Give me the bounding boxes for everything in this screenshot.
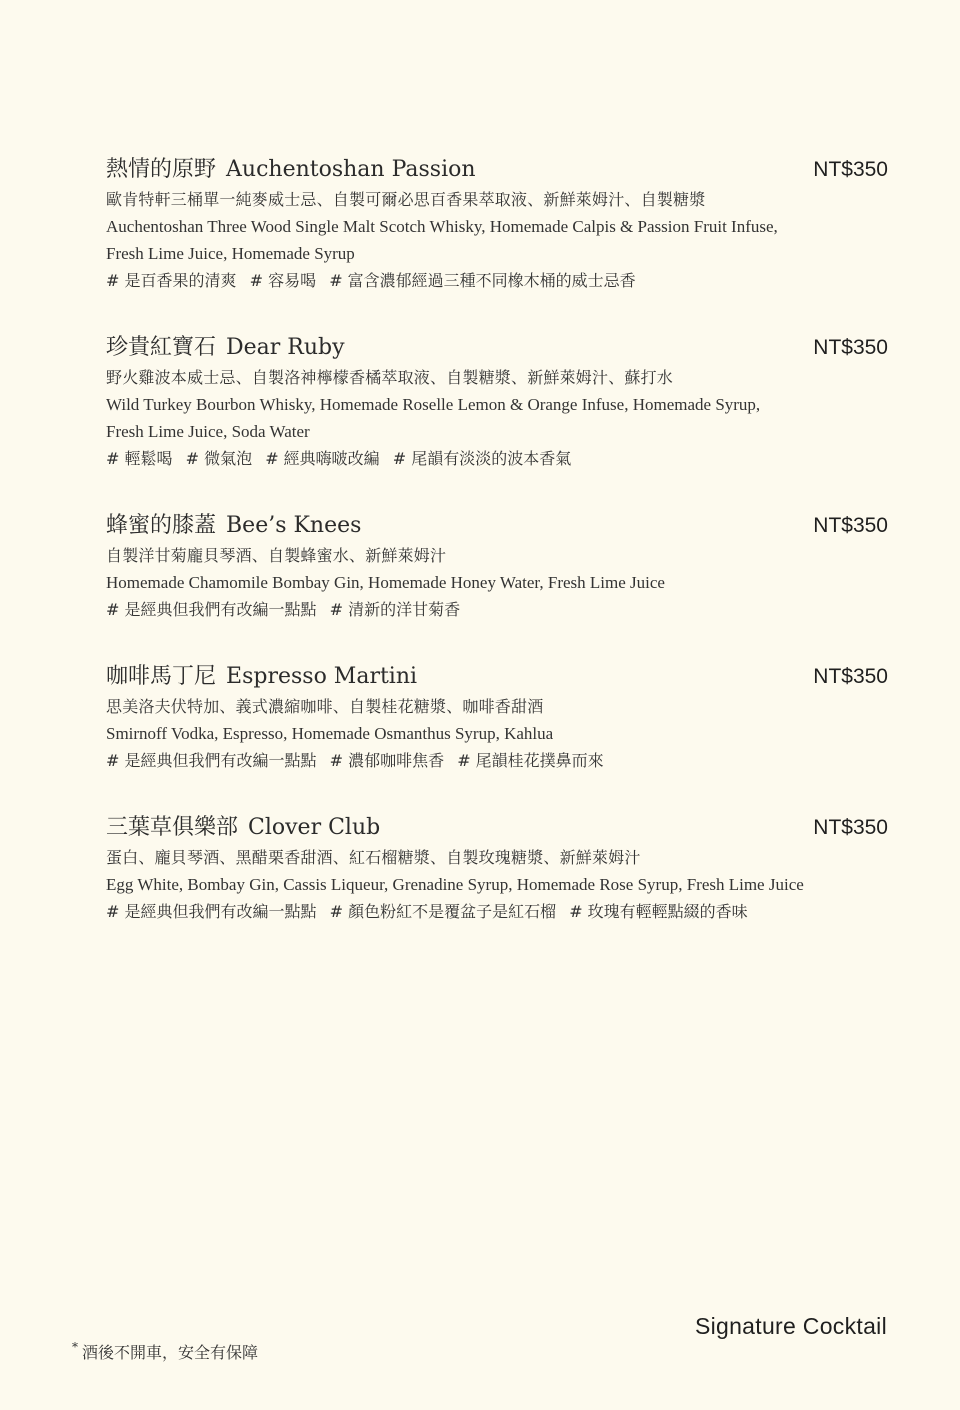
menu-item-dear-ruby bbox=[106, 330, 888, 472]
ingredients-zh: 野火雞波本威士忌、自製洛神檸檬香橘萃取液、自製糖漿、新鮮萊姆汁、蘇打水 bbox=[106, 368, 674, 387]
item-price: NT$350 bbox=[813, 665, 888, 688]
ingredients-en: Egg White, Bombay Gin, Cassis Liqueur, Grenadine Syrup, Homemade Rose Syrup, Fresh Lime Juice bbox=[106, 875, 804, 894]
item-name bbox=[106, 152, 476, 183]
item-header bbox=[106, 152, 888, 186]
note-text: 酒後不開車，安全有保障 bbox=[82, 1343, 259, 1362]
flavor-tag: # 輕鬆喝 bbox=[106, 449, 173, 468]
note-asterisk: * bbox=[72, 1340, 78, 1354]
item-name-zh: 珍貴紅寶石 bbox=[106, 335, 217, 360]
flavor-tags bbox=[106, 445, 888, 472]
flavor-tag: # 尾韻桂花撲鼻而來 bbox=[457, 751, 604, 770]
item-name-zh: 熱情的原野 bbox=[106, 157, 217, 182]
flavor-tag: # 濃郁咖啡焦香 bbox=[329, 751, 445, 770]
flavor-tag: # 容易喝 bbox=[249, 271, 317, 290]
flavor-tag: # 微氣泡 bbox=[185, 449, 253, 468]
ingredients-en: Wild Turkey Bourbon Whisky, Homemade Roselle Lemon & Orange Infuse, Homemade Syrup, bbox=[106, 395, 761, 414]
item-name-zh: 三葉草俱樂部 bbox=[106, 815, 239, 840]
cocktail-menu bbox=[106, 152, 888, 925]
flavor-tag: # 尾韻有淡淡的波本香氣 bbox=[392, 449, 572, 468]
flavor-tag: # 玫瑰有輕輕點綴的香味 bbox=[569, 902, 748, 921]
ingredients-en: Smirnoff Vodka, Espresso, Homemade Osmanthus Syrup, Kahlua bbox=[106, 724, 554, 743]
ingredients-zh: 歐肯特軒三桶單一純麥威士忌、自製可爾必思百香果萃取液、新鮮萊姆汁、自製糖漿 bbox=[106, 190, 706, 209]
item-name bbox=[106, 508, 361, 539]
item-header bbox=[106, 659, 888, 693]
item-header bbox=[106, 508, 888, 542]
item-name-zh: 蜂蜜的膝蓋 bbox=[106, 513, 217, 538]
item-price: NT$350 bbox=[813, 336, 888, 359]
item-name-en: Auchentoshan Passion bbox=[226, 157, 476, 182]
item-header bbox=[106, 810, 888, 844]
ingredients-zh: 蛋白、龐貝琴酒、黑醋栗香甜酒、紅石榴糖漿、自製玫瑰糖漿、新鮮萊姆汁 bbox=[106, 848, 641, 867]
section-title: Signature Cocktail bbox=[694, 1313, 887, 1339]
flavor-tag: # 清新的洋甘菊香 bbox=[329, 600, 461, 619]
flavor-tags bbox=[106, 267, 888, 294]
item-name bbox=[106, 810, 380, 841]
menu-item-auchentoshan-passion bbox=[106, 152, 888, 294]
item-name bbox=[106, 659, 417, 690]
flavor-tag: # 是經典但我們有改編一點點 bbox=[106, 902, 317, 921]
menu-item-bees-knees bbox=[106, 508, 888, 623]
flavor-tag: # 顏色粉紅不是覆盆子是紅石榴 bbox=[329, 902, 557, 921]
flavor-tag: # 是百香果的清爽 bbox=[106, 271, 237, 290]
flavor-tags bbox=[106, 898, 888, 925]
ingredients-en: Auchentoshan Three Wood Single Malt Scotch Whisky, Homemade Calpis & Passion Fruit Infuse, bbox=[106, 217, 778, 236]
item-name-en: Dear Ruby bbox=[226, 335, 345, 360]
flavor-tag: # 是經典但我們有改編一點點 bbox=[106, 751, 317, 770]
drink-driving-note bbox=[72, 1340, 258, 1363]
menu-item-clover-club bbox=[106, 810, 888, 925]
flavor-tag: # 富含濃郁經過三種不同橡木桶的威士忌香 bbox=[329, 271, 636, 290]
flavor-tags bbox=[106, 596, 888, 623]
item-name-zh: 咖啡馬丁尼 bbox=[106, 664, 217, 689]
item-name-en: Clover Club bbox=[248, 815, 381, 840]
flavor-tag: # 是經典但我們有改編一點點 bbox=[106, 600, 317, 619]
flavor-tag: # 經典嗨啵改編 bbox=[265, 449, 380, 468]
item-price: NT$350 bbox=[813, 158, 888, 181]
menu-item-espresso-martini bbox=[106, 659, 888, 774]
ingredients-en-continued: Fresh Lime Juice, Soda Water bbox=[106, 422, 310, 441]
item-name-en: Espresso Martini bbox=[226, 664, 418, 689]
item-name-en: Bee’s Knees bbox=[226, 513, 362, 538]
item-name bbox=[106, 330, 345, 361]
flavor-tags bbox=[106, 747, 888, 774]
item-price: NT$350 bbox=[813, 816, 888, 839]
item-price: NT$350 bbox=[813, 514, 888, 537]
ingredients-zh: 自製洋甘菊龐貝琴酒、自製蜂蜜水、新鮮萊姆汁 bbox=[106, 546, 447, 565]
ingredients-zh: 思美洛夫伏特加、義式濃縮咖啡、自製桂花糖漿、咖啡香甜酒 bbox=[106, 697, 544, 716]
ingredients-en-continued: Fresh Lime Juice, Homemade Syrup bbox=[106, 244, 355, 263]
item-header bbox=[106, 330, 888, 364]
ingredients-en: Homemade Chamomile Bombay Gin, Homemade Honey Water, Fresh Lime Juice bbox=[106, 573, 665, 592]
